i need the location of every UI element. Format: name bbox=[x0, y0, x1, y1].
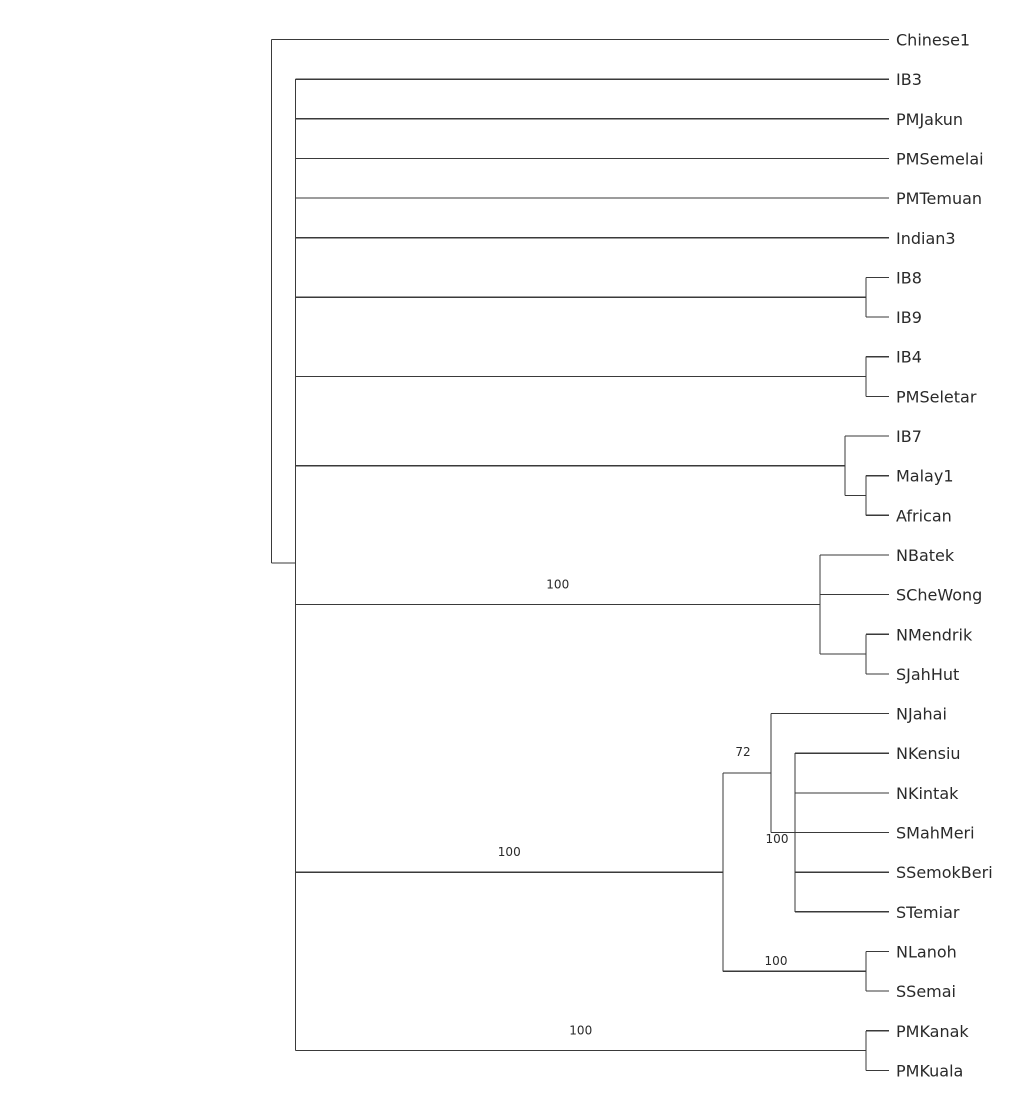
leaf-label: NKintak bbox=[896, 783, 959, 803]
support-value: 100 bbox=[765, 832, 789, 846]
leaf-label: IB9 bbox=[896, 308, 922, 328]
leaf-label: PMSemelai bbox=[896, 149, 984, 169]
leaf-label: Chinese1 bbox=[896, 30, 971, 50]
leaf-label: SCheWong bbox=[896, 585, 983, 605]
leaf-label: SSemokBeri bbox=[896, 863, 993, 883]
tree-labels bbox=[498, 31, 993, 1081]
support-value: 100 bbox=[569, 1023, 593, 1038]
leaf-label: Indian3 bbox=[896, 228, 956, 248]
leaf-label: NLanoh bbox=[896, 942, 957, 962]
leaf-label: NKensiu bbox=[896, 744, 961, 764]
leaf-label: IB3 bbox=[896, 70, 922, 90]
leaf-label: PMTemuan bbox=[896, 189, 983, 209]
leaf-label: IB8 bbox=[896, 268, 922, 288]
leaf-label: PMJakun bbox=[896, 109, 964, 129]
leaf-label: SJahHut bbox=[896, 664, 960, 684]
support-value: 100 bbox=[497, 845, 521, 860]
leaf-label: STemiar bbox=[896, 902, 960, 922]
leaf-label: IB7 bbox=[896, 427, 922, 446]
support-value: 100 bbox=[764, 954, 788, 968]
leaf-label: IB4 bbox=[896, 347, 922, 367]
support-value: 100 bbox=[546, 577, 570, 592]
leaf-label: SMahMeri bbox=[896, 823, 975, 843]
leaf-label: PMSeletar bbox=[896, 387, 977, 407]
leaf-label: PMKanak bbox=[896, 1021, 969, 1041]
leaf-label: African bbox=[896, 506, 952, 526]
leaf-label: Malay1 bbox=[896, 466, 954, 486]
tree-branches bbox=[272, 40, 890, 1071]
leaf-label: NJahai bbox=[896, 704, 947, 724]
support-value: 72 bbox=[735, 745, 751, 759]
leaf-label: PMKuala bbox=[896, 1061, 964, 1081]
leaf-label: NMendrik bbox=[896, 625, 973, 645]
leaf-label: SSemai bbox=[896, 982, 956, 1002]
leaf-label: NBatek bbox=[896, 545, 955, 565]
